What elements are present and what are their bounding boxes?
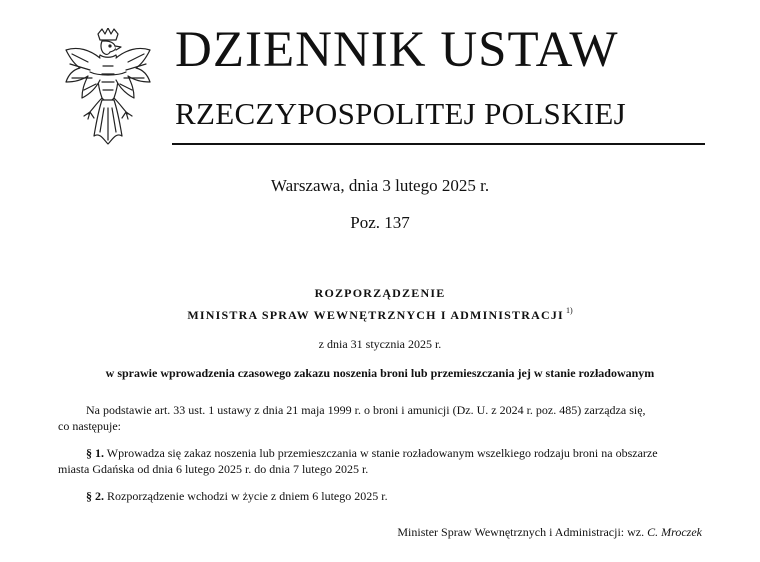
section-1-line [86,446,658,461]
act-issuer-text: MINISTRA SPRAW WEWNĘTRZNYCH I ADMINISTRACJI [187,308,564,322]
preamble-line: Na podstawie art. 33 ust. 1 ustawy z dnia 21 maja 1999 r. o broni i amunicji (Dz. U. z 2024 r. poz. 485) zarządza się, [86,403,646,417]
signature-block [397,525,702,540]
section-2-text: Rozporządzenie wchodzi w życie z dniem 6 lutego 2025 r. [107,489,388,503]
section-2-line [86,489,388,504]
act-issuer-heading [0,306,760,323]
signature-name: C. Mroczek [647,525,702,539]
section-1-line: miasta Gdańska od dnia 6 lutego 2025 r. do dnia 7 lutego 2025 r. [58,462,369,476]
gazette-title: DZIENNIK USTAW [175,22,619,78]
signature-office: Minister Spraw Wewnętrznych i Administracji: wz. [397,525,645,539]
masthead-divider [172,143,705,145]
act-date: z dnia 31 stycznia 2025 r. [318,337,442,351]
position-number: Poz. 137 [350,213,410,232]
act-type-heading: ROZPORZĄDZENIE [314,286,446,300]
section-2-mark: § 2. [86,489,104,503]
publication-place-date: Warszawa, dnia 3 lutego 2025 r. [270,176,490,195]
footnote-mark: 1) [565,306,573,315]
act-subject: w sprawie wprowadzenia czasowego zakazu noszenia broni lub przemieszczania jej w stanie rozładowanym [105,366,655,380]
gazette-subtitle: RZECZYPOSPOLITEJ POLSKIEJ [175,96,627,131]
white-eagle-emblem-icon [60,28,156,146]
section-1-mark: § 1. [86,446,104,460]
preamble-line: co następuje: [58,419,121,433]
section-1-text: Wprowadza się zakaz noszenia lub przemieszczania w stanie rozładowanym wszelkiego rodzaju broni na obszarze [106,446,658,460]
